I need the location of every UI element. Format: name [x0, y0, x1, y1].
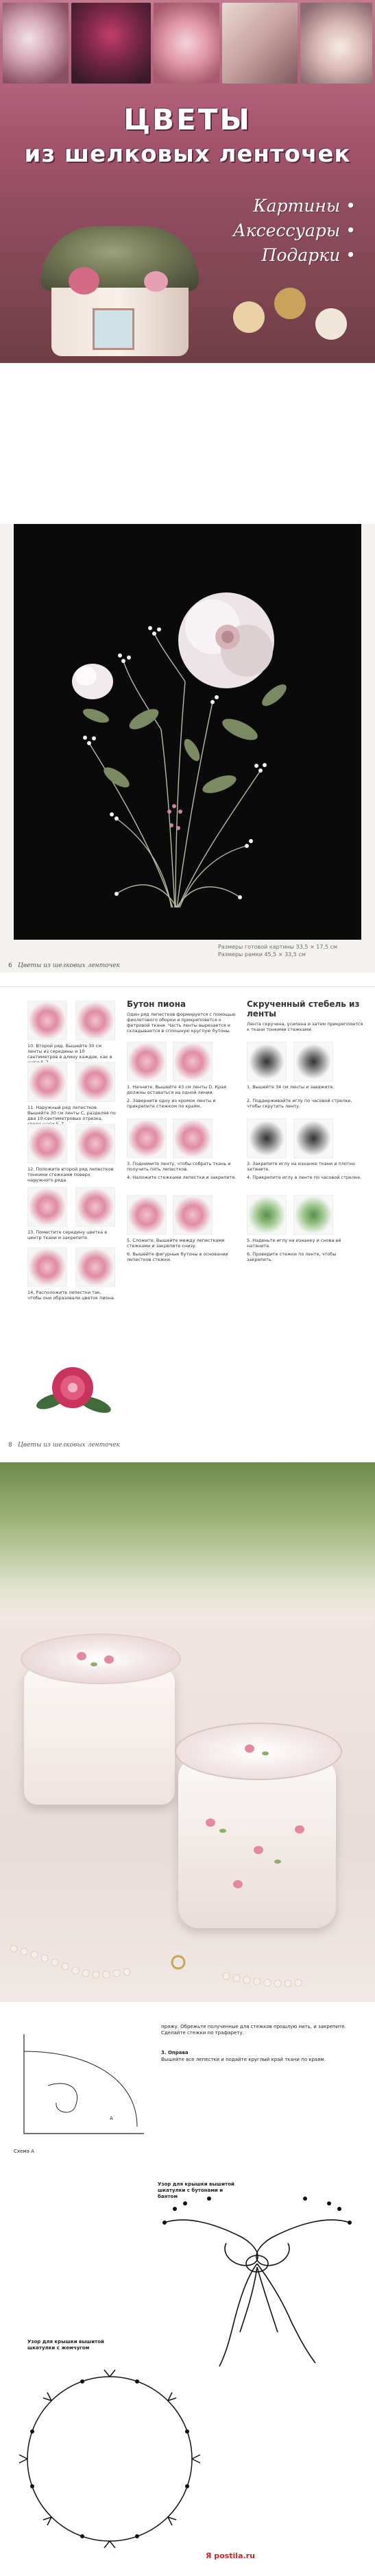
pattern-caption-top: Узор для крышки вышитой шкатулки с бутонами и бантом: [158, 2181, 234, 2199]
intro-text: Один ряд лепестков формируется с помощью фиолетового оборки и прикрепляется к фетровой ткани. Часть ленты вырезается и складывается в сплошную круглую бутоны.: [127, 1012, 236, 1034]
ribbon-rose: [104, 1655, 114, 1664]
spool: [315, 308, 347, 340]
step-photo: [27, 1124, 67, 1164]
cover-subtitle-pictures: Картины •: [253, 196, 356, 216]
pattern-page: [0, 2017, 375, 2576]
ribbon-rose: [245, 1745, 254, 1753]
step-text: 12. Положите второй ряд лепестков тонкими стежками поверх наружного ряда.: [27, 1166, 114, 1183]
ribbon-rose: [77, 1652, 86, 1660]
pattern-caption-bottom: Узор для крышки вышитой шкатулки с жемчугом: [27, 2339, 104, 2351]
step-text: 3. Поднимите ленту, чтобы собрать ткань и получить пять лепестков.: [127, 1161, 231, 1172]
ribbon-spools: [233, 281, 356, 349]
spool: [274, 288, 306, 319]
step-photo: [75, 1247, 115, 1287]
photo-caption-size: Размеры готовой картины 33,5 × 17,5 см: [218, 944, 338, 950]
heading-peony-bud: Бутон пиона: [127, 999, 186, 1009]
step-text: 5. Наденьте иглу на изнанку и снова её натяните.: [247, 1238, 341, 1249]
step-photo: [173, 1042, 213, 1081]
box-lid: [41, 226, 199, 291]
photo-embroidered-boxes: [0, 1462, 375, 2002]
step-text: 4. Прикрепите иглу в ленте по часовой стрелке.: [247, 1175, 362, 1180]
step-photo: [127, 1118, 167, 1158]
step-photo: [75, 1187, 115, 1227]
spool: [233, 301, 265, 333]
step-text: 13. Поместите середину цветка в центр ткани и закрепите.: [27, 1229, 108, 1240]
box-window-embroidery: [93, 308, 134, 350]
round-box-left-lid: [21, 1634, 181, 1684]
site-watermark: Я postila.ru: [206, 2551, 255, 2560]
step-photo: [27, 1062, 67, 1102]
background-drape: [0, 1462, 375, 1620]
step-text: 2. Поддерживайте иглу по часовой стрелке, чтобы скрутить ленту.: [247, 1098, 352, 1109]
step-photo: [127, 1195, 167, 1235]
running-title: Цветы из шелковых ленточек: [18, 962, 120, 969]
intro-text: Лента скручена, усилена и затем прикрепляется к ткани тонкими стежками.: [247, 1021, 363, 1032]
step-photo: [173, 1118, 213, 1158]
cover-thumbnail-2: [71, 3, 151, 84]
step-text: 14. Расположите лепестки так, чтобы они образовали цветок пиона.: [27, 1290, 115, 1301]
step-text: 3. Закрепите иглу на изнанке ткани и плотно затяните.: [247, 1161, 355, 1172]
step-photo: [27, 1187, 67, 1227]
ribbon-rose: [144, 271, 168, 292]
book-page-8: [0, 986, 375, 1439]
round-box-right: [178, 1757, 336, 1928]
running-title: Цветы из шелковых ленточек: [18, 1442, 120, 1449]
pearl-strands: [0, 1935, 375, 2000]
cover-title-line2: из шелковых ленточек: [24, 140, 351, 168]
heading-twisted-stem: Скрученный стебель из ленты: [247, 999, 360, 1018]
step-photo: [27, 1001, 67, 1040]
book-cover: [0, 0, 375, 363]
page-number: 6: [8, 962, 12, 969]
peony-flower-photo: [30, 1360, 119, 1422]
scheme-a-diagram: [7, 2024, 158, 2147]
photo-caption-frame: Размеры рамки 45,5 × 33,5 см: [218, 951, 306, 958]
cover-thumbnail-3: [154, 3, 219, 84]
step-photo: [293, 1042, 333, 1081]
cover-subtitle-accessories: Аксессуары •: [232, 221, 356, 240]
ribbon-leaf: [274, 1860, 281, 1864]
embroidery-photo-black: [14, 524, 361, 940]
book-page-6: [0, 524, 375, 973]
ribbon-rose: [206, 1818, 215, 1827]
step-photo: [247, 1195, 287, 1235]
step-text: 11. Наружный ряд лепестков. Вышейте 30 см ленты С, разделяя по два 10-сантиметровых отрезка,: [27, 1105, 116, 1121]
step-text: 2. Заверните одну из кромок ленты и прикрепите стежком по краям.: [127, 1098, 216, 1109]
step-text: 1. Начните. Вышейте 43 см ленты D. Края должны оставаться на одной линии.: [127, 1084, 227, 1095]
step-text: 10. Второй ряд. Вышейте 30 см ленты из середины и 10 сантиметров в длину каждое, как в: [27, 1043, 112, 1060]
ribbon-rose: [295, 1825, 304, 1834]
step-photo: [247, 1042, 287, 1081]
step-text: 4. Наложите стежками лепестки и закрепите.: [127, 1175, 237, 1180]
step-photo: [75, 1062, 115, 1102]
ribbon-rose: [233, 1880, 243, 1888]
step-photo: [173, 1195, 213, 1235]
step-photo: [75, 1001, 115, 1040]
step-photo: [75, 1124, 115, 1164]
step-photo: [293, 1195, 333, 1235]
cover-thumbnail-5: [300, 3, 372, 84]
svg-text:A: A: [110, 2116, 113, 2121]
cover-thumbnail-1: [3, 3, 69, 84]
step-text: 1. Вышейте 34 см ленты и завяжите.: [247, 1084, 335, 1090]
ribbon-leaf: [219, 1829, 226, 1833]
silk-ribbon-bouquet-illustration: [14, 524, 361, 940]
step-text: 5. Сложите. Вышейте между лепестками стежками и закрепите снизу.: [127, 1238, 225, 1249]
ribbon-rose: [69, 267, 99, 295]
step-text: 6. Проведите стежки по ленте, чтобы закрепить.: [247, 1251, 337, 1262]
step-photo: [27, 1247, 67, 1287]
ribbon-leaf: [262, 1751, 269, 1755]
cover-title-line1: ЦВЕТЫ: [123, 103, 252, 136]
step-photo: [293, 1118, 333, 1158]
pattern-text: Вышейте все лепестки и подайте круглый край ткани по краям.: [161, 2057, 326, 2062]
ribbon-rose: [254, 1846, 263, 1854]
cover-thumbnail-4: [222, 3, 298, 84]
step-photo: [247, 1118, 287, 1158]
scheme-label: Схема А: [14, 2149, 34, 2154]
round-box-left: [24, 1668, 175, 1805]
page-number: 8: [8, 1442, 12, 1449]
cover-embroidered-box: [41, 226, 199, 356]
pattern-text: пряжу. Обрежьте полученные для стежков прошлую нить, и закрепите. Сделайте стежки по трафарету.: [161, 2024, 346, 2036]
round-box-right-lid: [175, 1723, 342, 1780]
gold-ring: [172, 1956, 184, 1968]
bow-and-buds-pattern: [144, 2195, 370, 2373]
cover-subtitle-gifts: Подарки •: [261, 245, 356, 265]
step-text: 6. Вышейте фигурные бутоны в основании лепестков стежки.: [127, 1251, 228, 1262]
step-photo: [127, 1042, 167, 1081]
pattern-step-label: 3. Оправа: [161, 2050, 189, 2055]
ribbon-leaf: [90, 1662, 97, 1666]
pearl-wreath-pattern: [7, 2356, 213, 2562]
